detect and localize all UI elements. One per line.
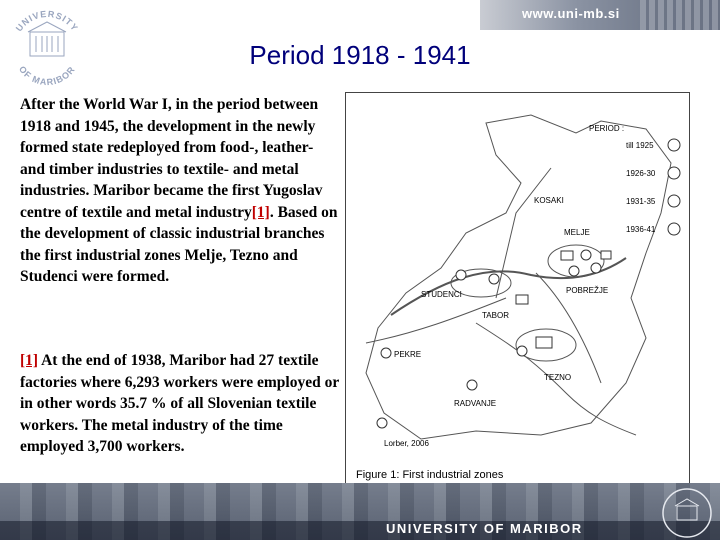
secondary-road (496, 168, 551, 298)
footer-band (0, 521, 720, 540)
place-label-melje: MELJE (564, 228, 590, 237)
place-label-tezno: TEZNO (544, 373, 572, 382)
factory-marker (581, 250, 591, 260)
legend-item-till-1925: till 1925 (626, 141, 654, 150)
body-text-part-2: . Based on the development of classic industrial branches the first industrial zones Melje, Tezno and Studenci were formed. (20, 203, 338, 285)
logo-text-bottom: OF MARIBOR (16, 64, 78, 88)
factory-marker (591, 263, 601, 273)
footer-logo-icon (660, 486, 714, 540)
legend-item-1936-41: 1936-41 (626, 225, 656, 234)
place-label-studenci: STUDENCI (421, 290, 462, 299)
svg-text:UNIVERSITY (14, 9, 80, 33)
figure-caption: Figure 1: First industrial zones (356, 469, 504, 481)
factory-marker (601, 251, 611, 259)
road-west (366, 298, 506, 343)
map-drawing (346, 93, 689, 485)
footnote-marker: [1] (20, 352, 39, 369)
factory-marker (381, 348, 391, 358)
factory-marker (467, 380, 477, 390)
factory-marker (536, 337, 552, 348)
factory-marker (377, 418, 387, 428)
place-label-radvanje: RADVANJE (454, 399, 497, 408)
footnote-text: At the end of 1938, Maribor had 27 textile factories where 6,293 workers were employed or in other words 35.7 % of all Slovenian textile workers. The metal industry of the time employed 3,700 workers. (20, 352, 339, 455)
map-source: Lorber, 2006 (384, 439, 429, 448)
legend-symbol-1926-30 (668, 167, 680, 179)
body-paragraph (20, 94, 340, 288)
body-text-part-1: After the World War I, in the period between 1918 and 1945, the development in the newly formed state redeployed from food-, leather- and timber industries to textile- and metal industries. Maribor became the first Yugoslav centre of textile and metal industry (20, 96, 323, 221)
place-label-tabor: TABOR (482, 311, 509, 320)
footnote-link[interactable]: [1] (251, 203, 270, 221)
factory-marker (489, 274, 499, 284)
factory-marker (516, 295, 528, 304)
legend-symbol-1931-35 (668, 195, 680, 207)
legend-item-1931-35: 1931-35 (626, 197, 656, 206)
factory-marker (517, 346, 527, 356)
footer-university-name: UNIVERSITY OF MARIBOR (386, 521, 583, 536)
website-url[interactable]: www.uni-mb.si (522, 6, 620, 21)
logo-text-top: UNIVERSITY (13, 8, 81, 34)
footnote (20, 350, 340, 458)
city-boundary (366, 115, 671, 439)
factory-marker (561, 251, 573, 260)
place-label-kosaki: KOSAKI (534, 196, 564, 205)
industrial-zones-map (345, 92, 690, 486)
footer (0, 483, 720, 540)
factory-marker (456, 270, 466, 280)
legend-symbol-till-1925 (668, 139, 680, 151)
slide-title: Period 1918 - 1941 (249, 40, 471, 70)
legend-symbol-1936-41 (668, 223, 680, 235)
header (0, 0, 720, 38)
place-label-pobrezje: POBREŽJE (566, 286, 609, 295)
legend-item-1926-30: 1926-30 (626, 169, 656, 178)
factory-marker (569, 266, 579, 276)
legend-title: PERIOD : (589, 124, 625, 133)
header-photo-strip (640, 0, 720, 30)
place-label-pekre: PEKRE (394, 350, 422, 359)
map-legend (668, 139, 680, 235)
